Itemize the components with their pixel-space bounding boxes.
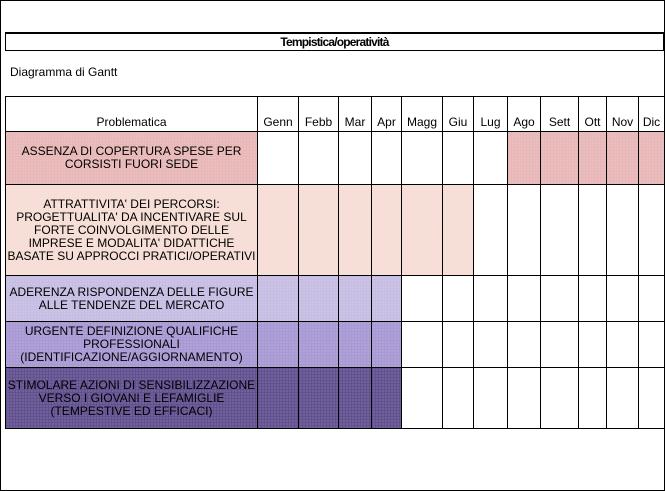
gantt-table <box>5 96 665 429</box>
month-cell-active <box>508 132 541 185</box>
month-cell <box>541 276 579 322</box>
problem-cell: ATTRATTIVITA' DEI PERCORSI: PROGETTUALITA' DA INCENTIVARE SUL FORTE COINVOLGIMENTO DELLE IMPRESE E MODALITA' DIDATTICHE BASATE SU APPROCCI PRATICI/OPERATIVI <box>6 185 258 276</box>
month-cell <box>508 368 541 429</box>
month-cell-active <box>372 276 402 322</box>
month-cell <box>474 368 508 429</box>
month-cell <box>443 132 474 185</box>
month-header: Genn <box>258 97 299 132</box>
month-cell-active <box>339 368 372 429</box>
month-cell <box>607 185 639 276</box>
month-cell <box>508 276 541 322</box>
month-header: Febb <box>299 97 339 132</box>
month-header: Lug <box>474 97 508 132</box>
month-cell <box>443 322 474 368</box>
month-header: Sett <box>541 97 579 132</box>
month-cell <box>639 276 665 322</box>
month-cell-active <box>258 368 299 429</box>
month-cell <box>258 132 299 185</box>
month-cell-active <box>607 132 639 185</box>
month-cell <box>339 132 372 185</box>
month-cell <box>443 368 474 429</box>
month-cell <box>443 276 474 322</box>
month-cell <box>402 132 443 185</box>
month-cell-active <box>639 132 665 185</box>
month-cell-active <box>258 322 299 368</box>
gantt-header-row <box>6 97 665 132</box>
month-cell <box>474 322 508 368</box>
month-cell <box>541 368 579 429</box>
problem-cell: ADERENZA RISPONDENZA DELLE FIGURE ALLE TENDENZE DEL MERCATO <box>6 276 258 322</box>
month-cell-active <box>299 185 339 276</box>
month-header: Mar <box>339 97 372 132</box>
month-cell-active <box>443 185 474 276</box>
month-cell-active <box>299 322 339 368</box>
month-cell-active <box>339 322 372 368</box>
month-cell <box>474 276 508 322</box>
month-cell <box>639 368 665 429</box>
month-cell <box>639 322 665 368</box>
month-cell-active <box>299 368 339 429</box>
month-cell-active <box>258 276 299 322</box>
month-cell <box>402 276 443 322</box>
month-cell <box>372 132 402 185</box>
month-cell <box>402 322 443 368</box>
gantt-row <box>6 185 665 276</box>
month-header: Nov <box>607 97 639 132</box>
problem-column-header: Problematica <box>6 97 258 132</box>
month-cell <box>607 276 639 322</box>
month-cell <box>579 185 607 276</box>
month-cell <box>579 276 607 322</box>
month-cell <box>474 132 508 185</box>
month-header: Dic <box>639 97 665 132</box>
month-cell <box>579 322 607 368</box>
problem-cell: ASSENZA DI COPERTURA SPESE PER CORSISTI FUORI SEDE <box>6 132 258 185</box>
month-cell-active <box>339 185 372 276</box>
month-cell-active <box>299 276 339 322</box>
month-cell-active <box>258 185 299 276</box>
month-header: Magg <box>402 97 443 132</box>
problem-cell: STIMOLARE AZIONI DI SENSIBILIZZAZIONE VERSO I GIOVANI E LEFAMIGLIE (TEMPESTIVE ED EFFICACI) <box>6 368 258 429</box>
gantt-row <box>6 368 665 429</box>
month-cell-active <box>541 132 579 185</box>
month-header: Giu <box>443 97 474 132</box>
month-cell <box>299 132 339 185</box>
month-cell <box>541 322 579 368</box>
month-cell <box>508 322 541 368</box>
month-cell <box>639 185 665 276</box>
month-cell <box>402 368 443 429</box>
month-cell-active <box>339 276 372 322</box>
month-header: Apr <box>372 97 402 132</box>
gantt-subtitle: Diagramma di Gantt <box>10 65 118 79</box>
month-cell-active <box>402 185 443 276</box>
month-header: Ott <box>579 97 607 132</box>
month-header: Ago <box>508 97 541 132</box>
gantt-row <box>6 276 665 322</box>
problem-cell: URGENTE DEFINIZIONE QUALIFICHE PROFESSIONALI (IDENTIFICAZIONE/AGGIORNAMENTO) <box>6 322 258 368</box>
month-cell-active <box>579 132 607 185</box>
gantt-row <box>6 322 665 368</box>
month-cell <box>579 368 607 429</box>
page-title: Tempistica/operatività <box>5 32 664 51</box>
gantt-row <box>6 132 665 185</box>
month-cell <box>508 185 541 276</box>
month-cell-active <box>372 322 402 368</box>
month-cell-active <box>372 368 402 429</box>
month-cell <box>541 185 579 276</box>
month-cell-active <box>372 185 402 276</box>
month-cell <box>607 322 639 368</box>
month-cell <box>607 368 639 429</box>
month-cell <box>474 185 508 276</box>
